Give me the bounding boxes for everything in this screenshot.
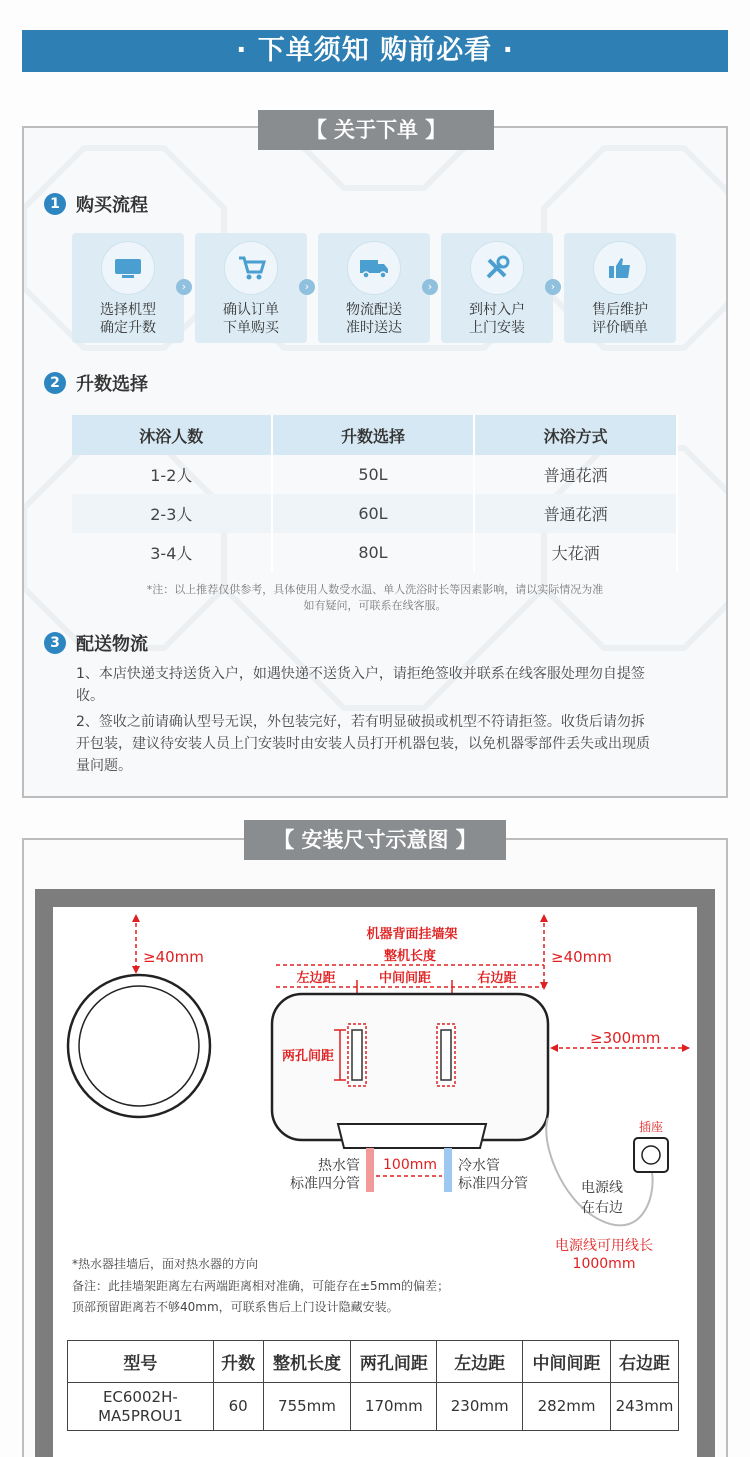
socket-plug xyxy=(642,1146,660,1164)
flow-label: 选择机型 确定升数 xyxy=(100,302,156,336)
side-gap-label: ≥300mm xyxy=(590,1029,661,1047)
table-header: 整机长度 xyxy=(263,1341,351,1383)
table-header: 右边距 xyxy=(610,1341,678,1383)
right-dist-label: 右边距 xyxy=(477,971,517,986)
table-cell: 大花洒 xyxy=(474,533,677,572)
mount-bracket-right xyxy=(437,1024,455,1086)
step-number: 3 xyxy=(44,632,66,654)
chevron-right-icon: › xyxy=(176,279,192,295)
section-tab-install: 【 安装尺寸示意图 】 xyxy=(244,820,506,860)
table-cell: 80L xyxy=(272,533,475,572)
hot-pipe xyxy=(366,1148,374,1192)
table-header: 左边距 xyxy=(437,1341,523,1383)
table-cell: 1-2人 xyxy=(72,455,272,494)
middle-dist-label: 中间间距 xyxy=(378,971,432,986)
cold-pipe-label: 标准四分管 xyxy=(458,1176,528,1192)
table-cell: 2-3人 xyxy=(72,494,272,533)
cable-length-label: 1000mm xyxy=(572,1256,636,1272)
table-cell: 普通花洒 xyxy=(474,494,677,533)
cable-label: 在右边 xyxy=(581,1200,623,1216)
chevron-right-icon: › xyxy=(545,279,561,295)
table-cell: 50L xyxy=(272,455,475,494)
heater-bottom-cover xyxy=(338,1124,486,1148)
flow-label: 到村入户 上门安装 xyxy=(469,302,525,336)
table-cell: 243mm xyxy=(610,1383,678,1431)
table-cell: 170mm xyxy=(351,1383,437,1431)
model-line: MA5PROU1 xyxy=(98,1406,183,1425)
right-top-gap-label: ≥40mm xyxy=(551,948,612,966)
table-cell: 3-4人 xyxy=(72,533,272,572)
table-header: 升数 xyxy=(213,1341,263,1383)
table-cell: 60 xyxy=(213,1383,263,1431)
heater-side-view xyxy=(68,975,210,1117)
table-header: 两孔间距 xyxy=(351,1341,437,1383)
diagram-note: 顶部预留距离若不够40mm，可联系售后上门设计隐藏安装。 xyxy=(72,1300,399,1314)
heater-tank xyxy=(272,994,548,1140)
left-top-gap-label: ≥40mm xyxy=(143,948,204,966)
logistics-paragraph-2: 2、签收之前请确认型号无误，外包装完好，若有明显破损或机型不符请拒签。收货后请勿拆开包装，建议待安装人员上门安装时由安装人员打开机器包装，以免机器零部件丢失或出现质量问题。 xyxy=(76,714,650,774)
flow-label: 售后维护 评价晒单 xyxy=(592,302,648,336)
socket-label: 插座 xyxy=(638,1120,664,1134)
model-cell xyxy=(68,1383,214,1431)
page-banner: · 下单须知 购前必看 · xyxy=(22,30,728,72)
mount-bracket-left xyxy=(348,1024,366,1086)
note-line: 如有疑问，可联系在线客服。 xyxy=(303,599,447,612)
table-header: 中间间距 xyxy=(523,1341,611,1383)
table-header: 升数选择 xyxy=(272,415,475,455)
section-tab-order: 【 关于下单 】 xyxy=(258,110,494,150)
step-title-text: 升数选择 xyxy=(76,374,148,395)
table-header: 沐浴人数 xyxy=(72,415,272,455)
table-cell: 普通花洒 xyxy=(474,455,677,494)
cable-label: 电源线 xyxy=(581,1180,623,1196)
hole-dist-label: 两孔间距 xyxy=(281,1049,335,1064)
chevron-right-icon: › xyxy=(299,279,315,295)
table-header: 型号 xyxy=(68,1341,214,1383)
chevron-right-icon: › xyxy=(422,279,438,295)
step-title-text: 购买流程 xyxy=(76,195,148,216)
table-cell: 282mm xyxy=(523,1383,611,1431)
cold-pipe-label: 冷水管 xyxy=(458,1158,500,1174)
overall-length-label: 整机长度 xyxy=(383,949,437,964)
pipe-gap-label: 100mm xyxy=(383,1157,437,1173)
left-dist-label: 左边距 xyxy=(296,971,336,986)
model-line: EC6002H- xyxy=(102,1387,178,1406)
diagram-note: 备注：此挂墙架距离左右两端距离相对准确，可能存在±5mm的偏差； xyxy=(72,1279,450,1293)
flow-label: 物流配送 准时送达 xyxy=(346,302,402,336)
diagram-note: *热水器挂墙后，面对热水器的方向 xyxy=(72,1257,259,1271)
hot-pipe-label: 热水管 xyxy=(318,1158,360,1174)
step-number: 2 xyxy=(44,372,66,394)
cold-pipe xyxy=(444,1148,452,1192)
bracket-title: 机器背面挂墙架 xyxy=(366,927,458,942)
step-title-text: 配送物流 xyxy=(76,634,148,655)
flow-label: 确认订单 下单购买 xyxy=(223,302,279,336)
table-cell: 230mm xyxy=(437,1383,523,1431)
table-cell: 60L xyxy=(272,494,475,533)
logistics-paragraph-1: 1、本店快递支持送货入户，如遇快递不送货入户，请拒绝签收并联系在线客服处理勿自提签收。 xyxy=(76,666,645,704)
cable-length-label: 电源线可用线长 xyxy=(555,1238,653,1254)
table-cell: 755mm xyxy=(263,1383,351,1431)
spec-table xyxy=(67,1340,679,1431)
hot-pipe-label: 标准四分管 xyxy=(290,1176,360,1192)
note-line: *注：以上推荐仅供参考，具体使用人数受水温、单人洗浴时长等因素影响，请以实际情况为准 xyxy=(146,583,604,596)
table-row xyxy=(68,1383,679,1431)
step-number: 1 xyxy=(44,193,66,215)
table-header: 沐浴方式 xyxy=(474,415,677,455)
